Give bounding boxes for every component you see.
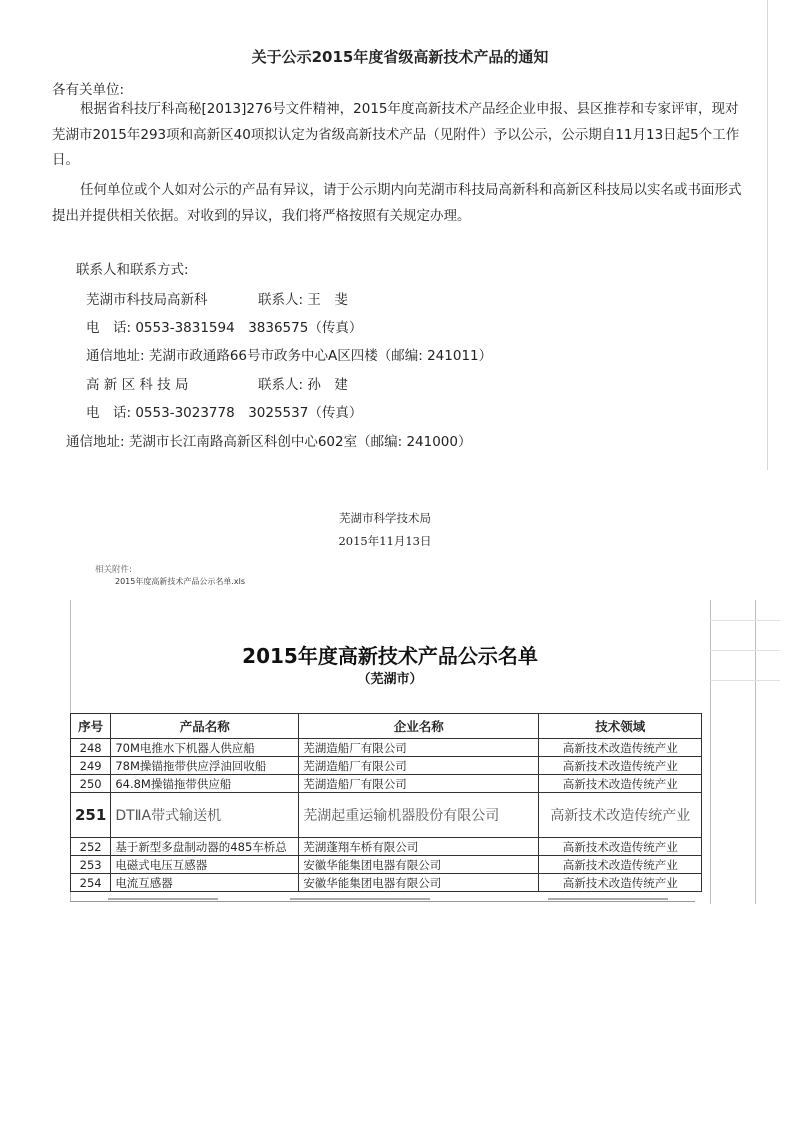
cell-product: 70M电推水下机器人供应船: [111, 739, 299, 757]
cell-seq: 250: [71, 775, 111, 793]
cell-product: 78M操锚拖带供应浮油回收船: [111, 757, 299, 775]
sheet-gridline: [710, 680, 780, 681]
cell-product: 电流互感器: [111, 874, 299, 892]
header-product: 产品名称: [111, 714, 299, 739]
cell-product: 电磁式电压互感器: [111, 856, 299, 874]
cell-company: 芜湖造船厂有限公司: [299, 739, 539, 757]
header-company: 企业名称: [299, 714, 539, 739]
table-row: [71, 775, 702, 793]
cell-product: 基于新型多盘制动器的485车桥总: [111, 838, 299, 856]
cell-seq: 248: [71, 739, 111, 757]
cell-product: 64.8M操锚拖带供应船: [111, 775, 299, 793]
cell-field: 高新技术改造传统产业: [539, 874, 702, 892]
contacts-heading: 联系人和联系方式:: [76, 262, 189, 278]
sheet-gridline: [710, 600, 711, 904]
header-field: 技术领域: [539, 714, 702, 739]
cell-seq: 253: [71, 856, 111, 874]
table-crop-edge: [70, 901, 695, 906]
office2-address: 通信地址: 芜湖市长江南路高新区科创中心602室（邮编: 241000）: [66, 434, 472, 450]
table-row: [71, 874, 702, 892]
issuer-org: 芜湖市科学技术局: [339, 511, 431, 525]
header-seq: 序号: [71, 714, 111, 739]
office2-phone: 电 话: 0553-3023778 3025537（传真）: [86, 405, 363, 421]
cell-field: 高新技术改造传统产业: [539, 739, 702, 757]
cell-field: 高新技术改造传统产业: [539, 775, 702, 793]
cropped-text-fragment: [290, 898, 430, 900]
attachment-label: 相关附件:: [95, 565, 132, 575]
office1-person: 联系人: 王 斐: [258, 292, 348, 308]
table-row: [71, 838, 702, 856]
salutation: 各有关单位:: [52, 82, 125, 98]
issuer-date: 2015年11月13日: [338, 534, 432, 548]
cell-company: 芜湖起重运输机器股份有限公司: [299, 793, 539, 838]
notice-paragraph-1: 根据省科技厅科高秘[2013]276号文件精神，2015年度高新技术产品经企业申报、县区推荐和专家评审，现对芜湖市2015年293项和高新区40项拟认定为省级高新技术产品（见附件）予以公示，公示期自11月13日起5个工作日。: [52, 101, 740, 168]
office1-phone: 电 话: 0553-3831594 3836575（传真）: [86, 320, 363, 336]
cell-company: 芜湖蓬翔车桥有限公司: [299, 838, 539, 856]
office2-person: 联系人: 孙 建: [258, 377, 348, 393]
notice-paragraph-2: 任何单位或个人如对公示的产品有异议，请于公示期内向芜湖市科技局高新科和高新区科技局以实名或书面形式提出并提供相关依据。对收到的异议，我们将严格按照有关规定办理。: [52, 182, 742, 224]
cell-seq: 251: [71, 793, 111, 838]
cell-company: 芜湖造船厂有限公司: [299, 757, 539, 775]
sheet-gridline: [755, 600, 756, 904]
table-row: [71, 793, 702, 838]
table-header-row: [71, 714, 702, 739]
office1-name: 芜湖市科技局高新科: [86, 292, 208, 308]
sheet-subtitle: （芜湖市）: [357, 672, 423, 687]
cell-seq: 252: [71, 838, 111, 856]
cell-field: 高新技术改造传统产业: [539, 757, 702, 775]
cell-field: 高新技术改造传统产业: [539, 838, 702, 856]
cell-field: 高新技术改造传统产业: [539, 856, 702, 874]
cell-seq: 254: [71, 874, 111, 892]
product-table: [70, 713, 702, 892]
sheet-gridline: [710, 650, 780, 651]
cell-company: 芜湖造船厂有限公司: [299, 775, 539, 793]
page-edge: [767, 0, 768, 470]
office1-address: 通信地址: 芜湖市政通路66号市政务中心A区四楼（邮编: 241011）: [86, 348, 493, 364]
cell-company: 安徽华能集团电器有限公司: [299, 856, 539, 874]
cropped-text-fragment: [548, 898, 668, 900]
table-row: [71, 757, 702, 775]
table-row: [71, 856, 702, 874]
cell-product: DTⅡA带式输送机: [111, 793, 299, 838]
cell-seq: 249: [71, 757, 111, 775]
cropped-text-fragment: [108, 898, 218, 900]
sheet-title: 2015年度高新技术产品公示名单: [242, 644, 538, 668]
office2-name: 高 新 区 科 技 局: [86, 377, 189, 393]
sheet-gridline: [710, 620, 780, 621]
notice-title: 关于公示2015年度省级高新技术产品的通知: [251, 48, 549, 66]
cell-company: 安徽华能集团电器有限公司: [299, 874, 539, 892]
table-row: [71, 739, 702, 757]
attachment-file-link[interactable]: 2015年度高新技术产品公示名单.xls: [115, 577, 246, 586]
cell-field: 高新技术改造传统产业: [539, 793, 702, 838]
